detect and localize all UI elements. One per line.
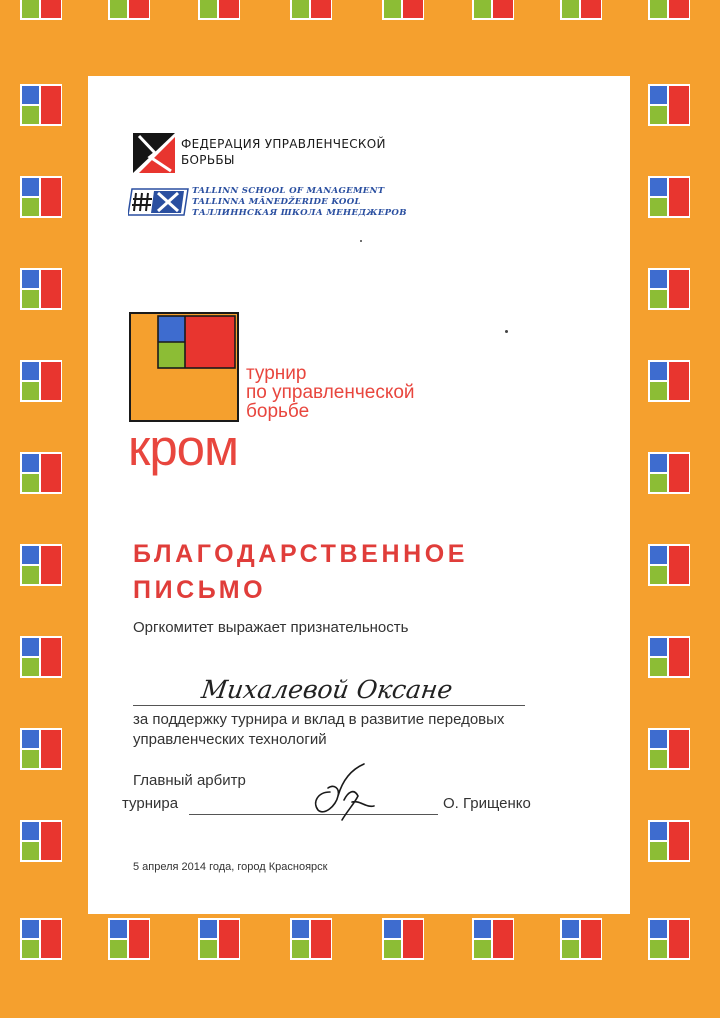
border-tile bbox=[382, 0, 424, 20]
signer-role-line2: турнира bbox=[122, 795, 179, 812]
lightning-triangle-icon bbox=[133, 133, 175, 173]
border-tile bbox=[108, 918, 150, 960]
border-tile bbox=[382, 918, 424, 960]
border-tile bbox=[20, 636, 62, 678]
signer-role-line1: Главный арбитр bbox=[133, 772, 246, 789]
reason-line1: за поддержку турнира и вклад в развитие передовых bbox=[133, 711, 505, 728]
border-tile bbox=[648, 636, 690, 678]
krom-squares-icon bbox=[128, 311, 240, 423]
reason-text bbox=[133, 710, 504, 750]
border-tile bbox=[108, 0, 150, 20]
school-names bbox=[192, 186, 407, 219]
border-tile bbox=[648, 544, 690, 586]
border-tile bbox=[20, 918, 62, 960]
letter-title-line2: ПИСЬМО bbox=[133, 576, 267, 604]
federation-name-line1: ФЕДЕРАЦИЯ УПРАВЛЕНЧЕСКОЙ bbox=[181, 137, 386, 151]
tournament-subtitle-line2: по управленческой bbox=[246, 382, 415, 403]
federation-name-line2: БОРЬБЫ bbox=[181, 153, 235, 167]
border-tile bbox=[290, 918, 332, 960]
border-tile bbox=[20, 452, 62, 494]
letter-title-line1: БЛАГОДАРСТВЕННОЕ bbox=[133, 540, 469, 568]
border-tile bbox=[290, 0, 332, 20]
signer-name: О. Грищенко bbox=[443, 795, 531, 812]
intro-text: Оргкомитет выражает признательность bbox=[133, 619, 409, 636]
tournament-subtitle bbox=[246, 364, 415, 421]
date-place: 5 апреля 2014 года, город Красноярск bbox=[133, 861, 328, 873]
border-tile bbox=[648, 918, 690, 960]
recipient-underline bbox=[133, 705, 525, 706]
border-tile bbox=[560, 918, 602, 960]
border-tile bbox=[472, 0, 514, 20]
tournament-subtitle-line3: борьбе bbox=[246, 401, 310, 422]
border-tile bbox=[20, 360, 62, 402]
school-name-et: TALLINNA MĀNEDŽERIDE KOOL bbox=[192, 197, 361, 207]
recipient-name: Михалевой Оксане bbox=[199, 675, 455, 704]
border-tile bbox=[648, 176, 690, 218]
border-tile bbox=[560, 0, 602, 20]
border-tile bbox=[648, 0, 690, 20]
border-tile bbox=[20, 84, 62, 126]
reason-line2: управленческих технологий bbox=[133, 731, 327, 748]
border-tile bbox=[648, 820, 690, 862]
tsm-emblem-icon bbox=[128, 187, 190, 217]
letter-title bbox=[133, 536, 468, 608]
border-tile bbox=[20, 544, 62, 586]
border-tile bbox=[20, 268, 62, 310]
border-tile bbox=[648, 452, 690, 494]
border-tile bbox=[198, 918, 240, 960]
federation-name bbox=[181, 136, 386, 168]
school-name-en: TALLINN SCHOOL OF MANAGEMENT bbox=[192, 186, 385, 196]
border-tile bbox=[648, 728, 690, 770]
border-tile bbox=[20, 820, 62, 862]
border-tile bbox=[648, 360, 690, 402]
border-tile bbox=[20, 728, 62, 770]
border-tile bbox=[648, 268, 690, 310]
scan-speck bbox=[360, 240, 362, 242]
school-name-ru: ТАЛЛИННСКАЯ ШКОЛА МЕНЕДЖЕРОВ bbox=[192, 208, 407, 218]
scan-speck bbox=[505, 330, 508, 333]
border-tile bbox=[20, 0, 62, 20]
border-tile bbox=[20, 176, 62, 218]
border-tile bbox=[198, 0, 240, 20]
tournament-name: кром bbox=[128, 419, 239, 476]
border-tile bbox=[648, 84, 690, 126]
handwritten-signature bbox=[308, 762, 378, 824]
border-tile bbox=[472, 918, 514, 960]
tournament-subtitle-line1: турнир bbox=[246, 363, 307, 384]
